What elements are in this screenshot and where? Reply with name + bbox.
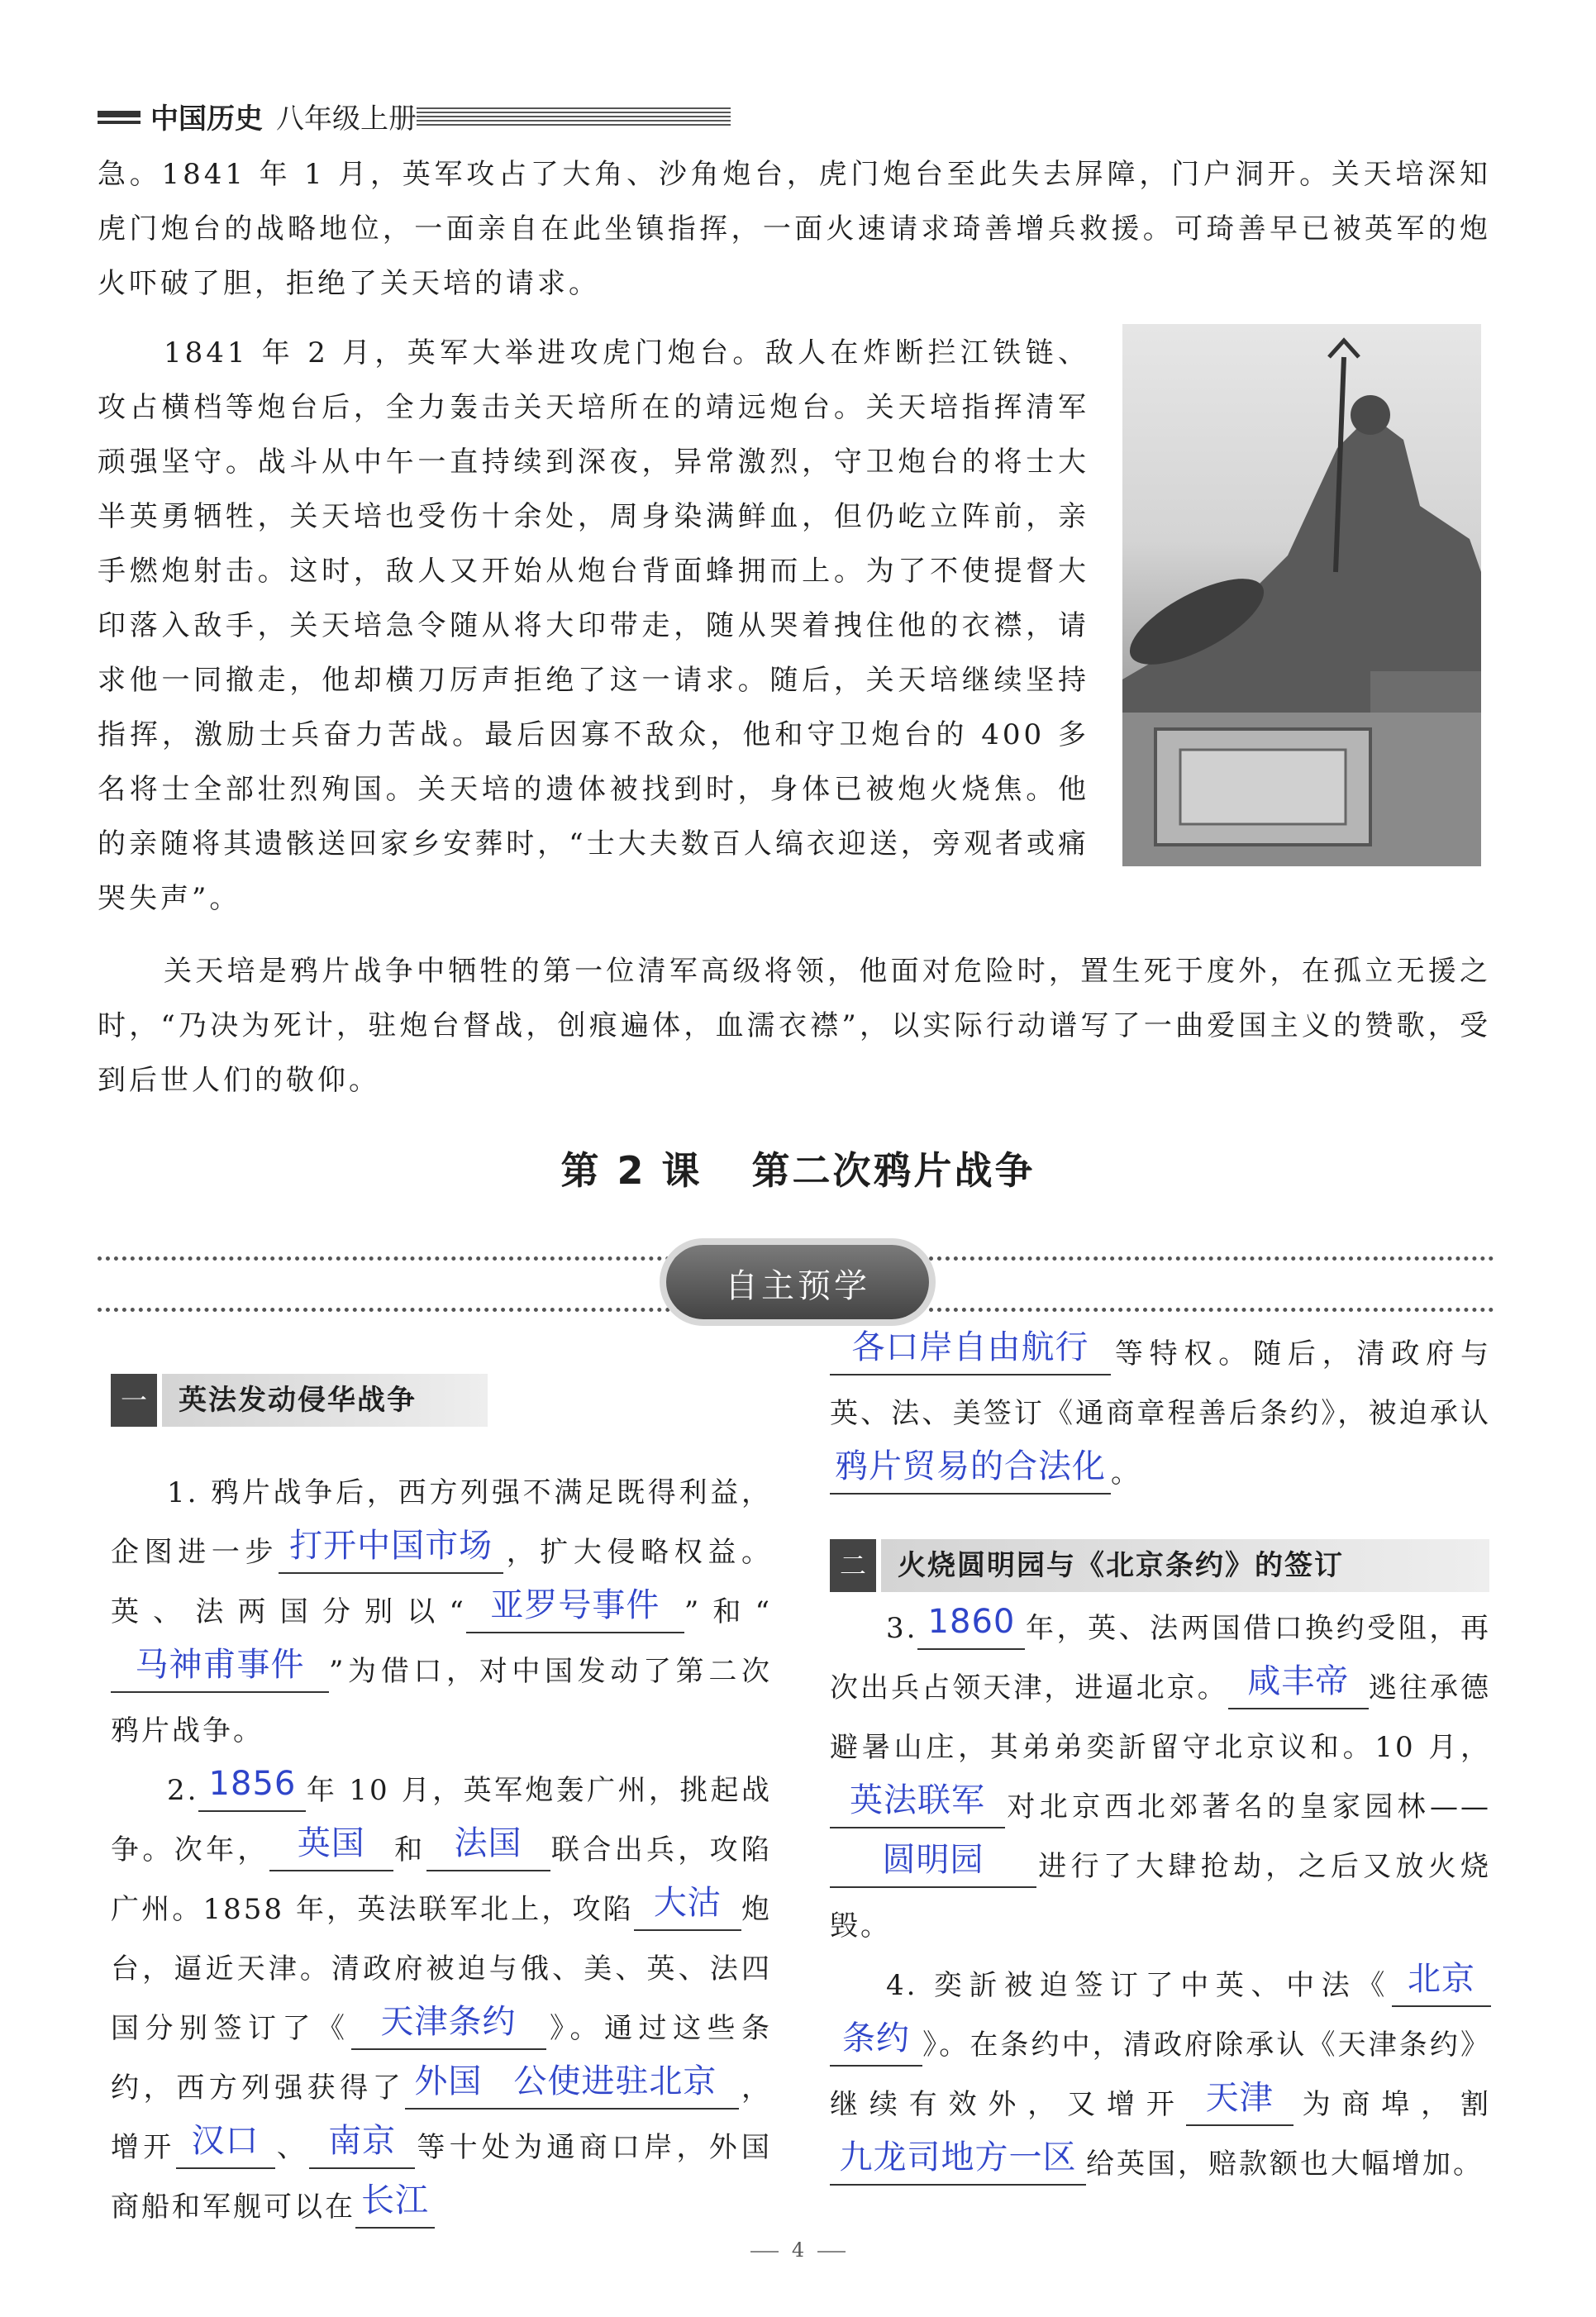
answer-text: 大沽 [653,1884,722,1922]
answer-blank[interactable] [111,1648,329,1693]
answer-blank[interactable] [309,2124,415,2169]
answer-text: 打开中国市场 [289,1527,493,1565]
question-text: 年 10 月，英军炮轰广州，挑起战争。次年， [111,1774,772,1866]
answer-text: 汉口 [191,2122,260,2160]
page-number-text: 4 [791,2238,805,2262]
answer-blank[interactable] [279,1529,503,1574]
question-text: 年，英、法两国借口换约受阻，再次出兵占领天津，进逼北京。 [830,1612,1491,1704]
question-2-continued [830,1324,1491,1503]
question-text: 3. [886,1612,918,1645]
lesson-title: 第二次鸦片战争 [751,1148,1036,1193]
answer-text: 1856 [208,1765,297,1803]
answer-blank[interactable] [830,2138,1086,2186]
question-text: ”和“ [684,1595,772,1628]
answer-text: 马神甫事件 [135,1646,305,1684]
answer-blank[interactable] [351,2005,546,2050]
subsection-heading-1 [111,1374,488,1427]
question-text: 、 [274,2131,310,2164]
answer-blank[interactable] [830,1447,1111,1495]
question-text: 4. 奕訢被迫签订了中英、中法《 [886,1969,1392,2002]
question-text: 等十处为通商口岸，外国商船和军舰可以在 [111,2131,773,2224]
subsection-title: 火烧圆明园与《北京条约》的签订 [881,1539,1489,1592]
header-rule [417,107,731,126]
answer-blank[interactable] [491,2062,739,2110]
question-text: 》。通过这些条约，西方列强获得了 [111,2012,772,2105]
question-text: ，扩大侵略权益。英、法两国分别以“ [111,1536,773,1628]
answer-blank[interactable] [830,1328,1111,1375]
page-number [0,2238,1596,2262]
answer-blank[interactable] [1228,1662,1369,1709]
answer-text: 各口岸自由航行 [851,1328,1089,1366]
lesson-number: 第 2 课 [560,1148,703,1193]
answer-blank[interactable] [830,1781,1005,1828]
answer-text: 咸丰帝 [1247,1662,1350,1700]
lesson-heading [0,1141,1596,1195]
answer-text: 天津 [1205,2079,1274,2117]
question-text: ，增开 [111,2071,773,2164]
answer-blank[interactable] [355,2181,435,2229]
question-text: 2. [167,1774,199,1807]
question-text: 1. 鸦片战争后，西方列强不满足既得利益，企图进一步 [111,1476,772,1569]
answer-blank[interactable] [634,1886,741,1931]
answer-text: 外国 [414,2062,483,2100]
answer-blank[interactable] [830,1843,1036,1888]
question-text: 。 [1111,1456,1141,1490]
question-text: 为商埠，割 [1293,2088,1492,2121]
question-2 [111,1761,772,2237]
right-column [830,1324,1491,2194]
answer-blank[interactable] [830,2019,922,2067]
header-title [150,96,417,136]
question-text: 进行了大肆抢劫，之后又放火烧毁。 [830,1850,1491,1943]
subsection-number: 一 [111,1374,157,1427]
answer-blank[interactable] [269,1824,393,1871]
answer-blank[interactable] [405,2062,491,2110]
monument-illustration [1122,324,1481,866]
question-text: 给英国，赔款额也大幅增加。 [1086,2148,1484,2181]
answer-text: 九龙司地方一区 [839,2138,1077,2176]
answer-blank[interactable] [198,1767,306,1812]
answer-text: 天津条约 [380,2003,517,2041]
answer-text: 1860 [927,1603,1016,1641]
answer-text: 英国 [297,1824,365,1862]
section-label: 自主预学 [725,1267,870,1305]
answer-blank[interactable] [1186,2081,1293,2126]
answer-text: 公使进驻北京 [513,2062,717,2100]
running-header [98,93,626,134]
answer-blank[interactable] [176,2124,275,2169]
question-3 [830,1599,1491,1956]
answer-text: 鸦片贸易的合法化 [835,1447,1106,1485]
question-text: 等特权。随后，清政府与英、法、美签订《通商章程善后条约》，被迫承认 [830,1337,1491,1430]
answer-blank[interactable] [466,1586,684,1633]
subsection-number: 二 [830,1539,876,1592]
answer-blank[interactable] [426,1824,550,1871]
answer-text: 长江 [361,2181,429,2219]
answer-text: 法国 [454,1824,522,1862]
answer-text: 圆明园 [882,1841,984,1879]
answer-text: 英法联军 [850,1781,985,1819]
monument-photo [1122,324,1481,866]
answer-text: 亚罗号事件 [490,1586,660,1624]
question-1 [111,1463,772,1761]
header-bar [98,111,141,117]
left-column [111,1463,772,2237]
subsection-title: 英法发动侵华战争 [162,1374,488,1427]
question-text: ”为借口，对中国发动了第二次鸦片战争。 [111,1655,772,1747]
answer-blank[interactable] [1392,1962,1491,2007]
article-paragraph-3: 关天培是鸦片战争中牺牲的第一位清军高级将领，他面对危险时，置生死于度外，在孤立无援之时，“乃决为死计，驻炮台督战，创痕遍体，血濡衣襟”，以实际行动谱写了一曲爱国主义的赞歌，受到后世人们的敬仰。 [98,955,1491,1097]
question-text: 和 [393,1833,426,1866]
subsection-heading-2 [830,1539,1491,1592]
article-paragraph-2: 1841 年 2 月，英军大举进攻虎门炮台。敌人在炸断拦江铁链、攻占横档等炮台后，全力轰击关天培所在的靖远炮台。关天培指挥清军顽强坚守。战斗从中午一直持续到深夜，异常激烈，守卫炮台的将士大半英勇牺牲，关天培也受伤十余处，周身染满鲜血，但仍屹立阵前，亲手燃炮射击。这时，敌人又开始从炮台背面蜂拥而上。为了不使提督大印落入敌手，关天培急令随从将大印带走，随从哭着拽住他的衣襟，请求他一同撤走，他却横刀厉声拒绝了这一请求。随后，关天培继续坚持指挥，激励士兵奋力苦战。最后因寡不敌众，他和守卫炮台的 400 多名将士全部壮烈殉国。关天培的遗体被找到时，身体已被炮火烧焦。他的亲随将其遗骸送回家乡安葬时，“士大夫数百人缟衣迎送，旁观者或痛哭失声”。 [98,336,1089,915]
header-bar [98,121,141,124]
question-text: 联合出兵，攻陷广州。1858 年，英法联军北上，攻陷 [111,1833,773,1926]
answer-text: 南京 [328,2122,397,2160]
question-text: 》。在条约中，清政府除承认《天津条约》继续有效外，又增开 [830,2029,1491,2121]
question-text: 对北京西北郊著名的皇家园林—— [1005,1790,1491,1824]
answer-blank[interactable] [917,1605,1025,1650]
section-banner [666,1245,929,1319]
book-title: 中国历史 [150,103,263,136]
grade-label: 八年级上册 [276,103,417,136]
answer-text: 条约 [842,2019,910,2057]
question-text: 逃往承德避暑山庄，其弟弟奕訢留守北京议和。10 月， [830,1671,1492,1764]
article-paragraph-1: 急。1841 年 1 月，英军攻占了大角、沙角炮台，虎门炮台至此失去屏障，门户洞开。关天培深知虎门炮台的战略地位，一面亲自在此坐镇指挥，一面火速请求琦善增兵救援。可琦善早已被英军的炮火吓破了胆，拒绝了关天培的请求。 [98,158,1491,300]
question-text: 炮台，逼近天津。清政府被迫与俄、美、英、法四国分别签订了《 [111,1893,772,2045]
question-4 [830,1956,1491,2194]
answer-text: 北京 [1408,1960,1475,1998]
